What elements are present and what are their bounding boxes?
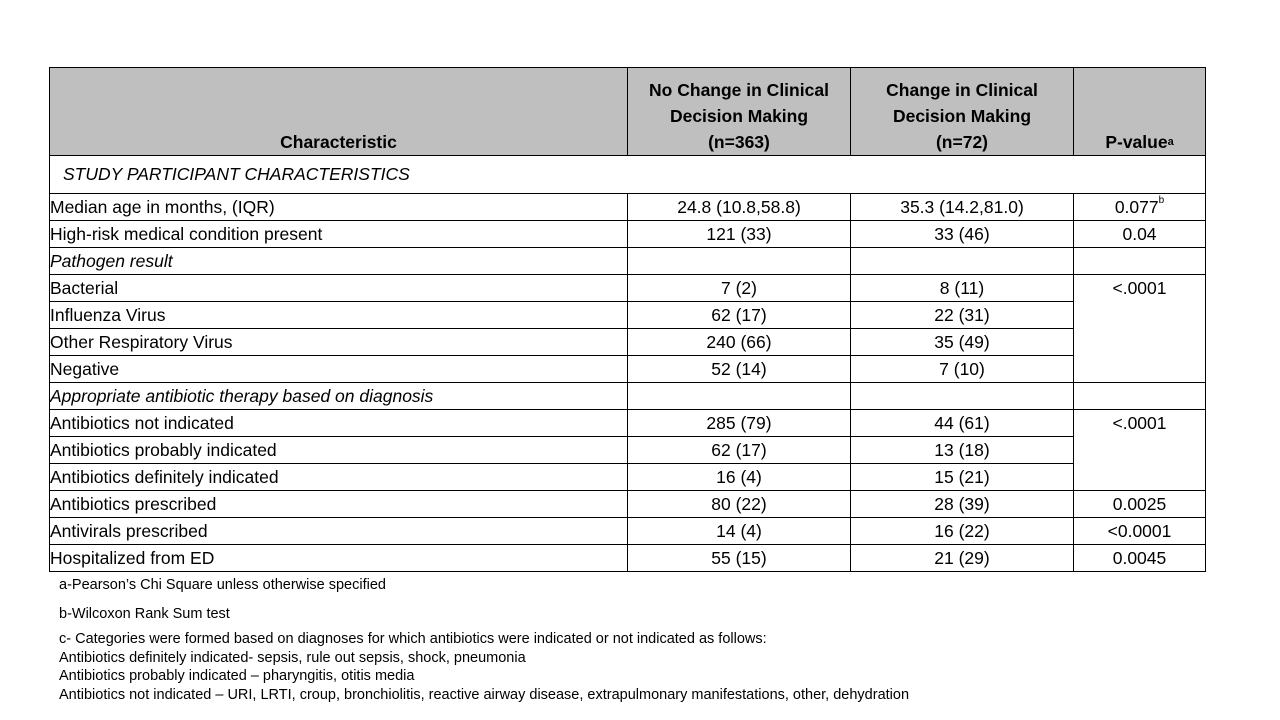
cell-no-change: 16 (4) xyxy=(628,464,851,491)
header-change-line1: Change in Clinical xyxy=(886,80,1038,100)
cell-no-change: 62 (17) xyxy=(628,302,851,329)
footnote-c-line2: Antibiotics definitely indicated- sepsis, rule out sepsis, shock, pneumonia xyxy=(59,649,526,666)
cell-no-change: 62 (17) xyxy=(628,437,851,464)
cell-change: 15 (21) xyxy=(851,464,1074,491)
cell-pvalue: 0.04 xyxy=(1074,221,1206,248)
cell-no-change xyxy=(628,383,851,410)
cell-pvalue: <0.0001 xyxy=(1074,518,1206,545)
section-title: STUDY PARTICIPANT CHARACTERISTICS xyxy=(50,156,1206,194)
footnote-c-line1: c- Categories were formed based on diagnoses for which antibiotics were indicated or not indicated as follows: xyxy=(59,631,767,647)
cell-no-change: 24.8 (10.8,58.8) xyxy=(628,194,851,221)
table-row xyxy=(50,302,1206,329)
header-no-change xyxy=(628,68,851,156)
cell-change xyxy=(851,248,1074,275)
header-row xyxy=(50,68,1206,156)
cell-pvalue xyxy=(1074,248,1206,275)
cell-pvalue: 0.0025 xyxy=(1074,491,1206,518)
table-row xyxy=(50,437,1206,464)
row-label: Antibiotics probably indicated xyxy=(50,437,628,464)
table-row xyxy=(50,221,1206,248)
table-row xyxy=(50,329,1206,356)
cell-change: 35 (49) xyxy=(851,329,1074,356)
table-row xyxy=(50,464,1206,491)
footnote-b: b-Wilcoxon Rank Sum test xyxy=(59,606,230,622)
pvalue-sup: b xyxy=(1158,195,1165,206)
row-label: Negative xyxy=(50,356,628,383)
cell-change: 21 (29) xyxy=(851,545,1074,572)
row-label: Hospitalized from ED xyxy=(50,545,628,572)
cell-change: 8 (11) xyxy=(851,275,1074,302)
row-label: Median age in months, (IQR) xyxy=(50,194,628,221)
table-row xyxy=(50,491,1206,518)
row-label: Antibiotics definitely indicated xyxy=(50,464,628,491)
row-label: Pathogen result xyxy=(50,248,628,275)
header-change-line3: (n=72) xyxy=(935,132,989,152)
cell-change: 22 (31) xyxy=(851,302,1074,329)
header-no-change-line1: No Change in Clinical xyxy=(649,80,829,100)
cell-pvalue-antibiotic: <.0001 xyxy=(1074,410,1206,491)
cell-change: 7 (10) xyxy=(851,356,1074,383)
cell-no-change: 7 (2) xyxy=(628,275,851,302)
cell-change: 16 (22) xyxy=(851,518,1074,545)
cell-change xyxy=(851,383,1074,410)
characteristics-table xyxy=(49,67,1206,572)
row-label: Bacterial xyxy=(50,275,628,302)
cell-pvalue-pathogen: <.0001 xyxy=(1074,275,1206,383)
footnote-c-line3: Antibiotics probably indicated – pharyngitis, otitis media xyxy=(59,668,415,684)
cell-no-change: 80 (22) xyxy=(628,491,851,518)
footnote-c xyxy=(59,630,909,704)
cell-change: 44 (61) xyxy=(851,410,1074,437)
section-row xyxy=(50,156,1206,194)
row-label: Antibiotics not indicated xyxy=(50,410,628,437)
cell-no-change: 14 (4) xyxy=(628,518,851,545)
table-row xyxy=(50,383,1206,410)
row-label: Influenza Virus xyxy=(50,302,628,329)
header-no-change-line2: Decision Making xyxy=(669,106,809,126)
header-pvalue-sup: a xyxy=(1167,136,1174,148)
cell-change: 13 (18) xyxy=(851,437,1074,464)
cell-no-change: 121 (33) xyxy=(628,221,851,248)
pvalue-text: 0.077 xyxy=(1114,197,1159,217)
cell-no-change: 52 (14) xyxy=(628,356,851,383)
table-row xyxy=(50,275,1206,302)
cell-no-change: 285 (79) xyxy=(628,410,851,437)
cell-no-change xyxy=(628,248,851,275)
table-row xyxy=(50,356,1206,383)
header-change-line2: Decision Making xyxy=(892,106,1032,126)
cell-change: 28 (39) xyxy=(851,491,1074,518)
row-label: High-risk medical condition present xyxy=(50,221,628,248)
header-pvalue-text: P-value xyxy=(1105,132,1168,152)
row-label: Antivirals prescribed xyxy=(50,518,628,545)
header-pvalue xyxy=(1074,68,1206,156)
cell-no-change: 55 (15) xyxy=(628,545,851,572)
cell-change: 33 (46) xyxy=(851,221,1074,248)
header-no-change-line3: (n=363) xyxy=(708,132,770,152)
table-row xyxy=(50,410,1206,437)
cell-change: 35.3 (14.2,81.0) xyxy=(851,194,1074,221)
header-change xyxy=(851,68,1074,156)
cell-pvalue xyxy=(1074,383,1206,410)
table-row xyxy=(50,545,1206,572)
cell-pvalue: 0.0045 xyxy=(1074,545,1206,572)
footnote-c-line4: Antibiotics not indicated – URI, LRTI, croup, bronchiolitis, reactive airway disease, extrapulmonary manifestations, other, dehydration xyxy=(59,686,910,703)
footnote-a: a-Pearson’s Chi Square unless otherwise specified xyxy=(59,577,386,593)
header-characteristic: Characteristic xyxy=(50,68,628,156)
row-label: Antibiotics prescribed xyxy=(50,491,628,518)
cell-no-change: 240 (66) xyxy=(628,329,851,356)
table-row xyxy=(50,248,1206,275)
table-row xyxy=(50,194,1206,221)
cell-pvalue xyxy=(1074,194,1206,221)
row-label: Other Respiratory Virus xyxy=(50,329,628,356)
row-label: Appropriate antibiotic therapy based on diagnosis xyxy=(50,383,628,410)
table-row xyxy=(50,518,1206,545)
